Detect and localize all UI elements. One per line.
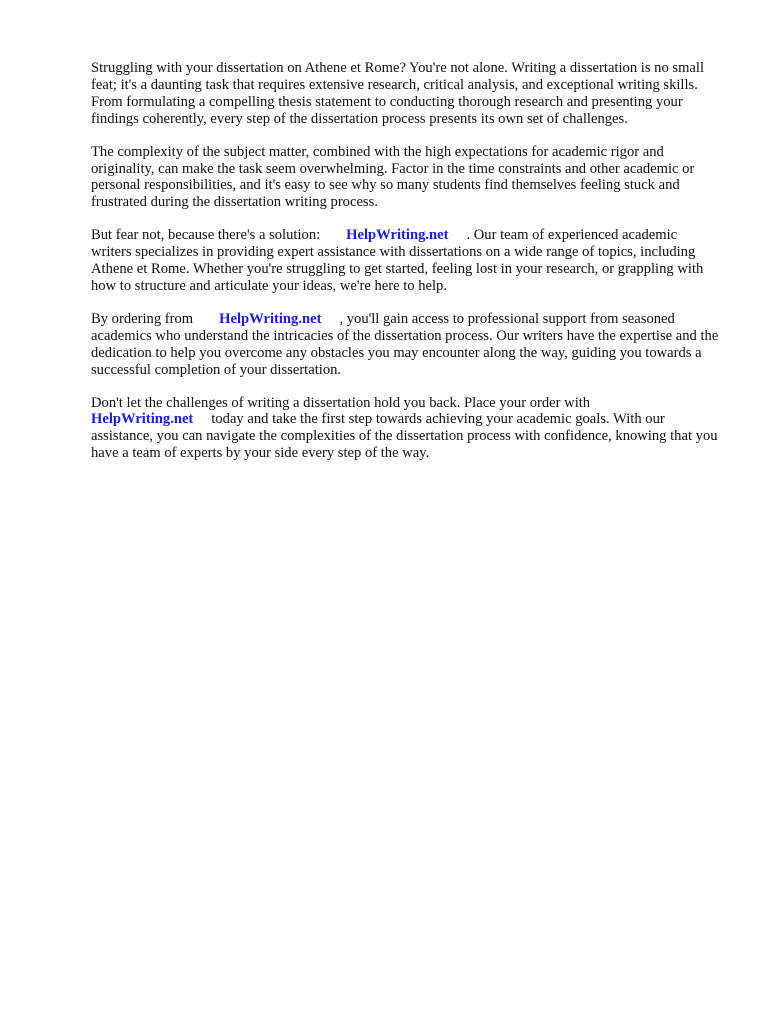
helpwriting-link-3[interactable]: HelpWriting.net — [91, 411, 194, 428]
helpwriting-link-1[interactable]: HelpWriting.net — [346, 227, 449, 244]
paragraph-ordering-text-before: By ordering from — [91, 310, 194, 327]
paragraph-call-to-action — [91, 395, 721, 463]
paragraph-solution — [91, 227, 721, 295]
paragraph-complexity-text: The complexity of the subject matter, combined with the high expectations for academic rigor and originality, can make the task seem overwhelming. Factor in the time constraints and other academic or personal responsibilities, and it's easy to see why so many students find themselves feeling stuck and frustrated during the dissertation writing process. — [91, 143, 695, 211]
paragraph-solution-text-after: . Our team of experienced academic writers specializes in providing expert assistance with dissertations on a wide range of topics, including Athene et Rome. Whether you're struggling to get started, feeling lost in your research, or grappling with how to structure and articulate your ideas, we're here to help. — [91, 227, 704, 294]
paragraph-intro — [91, 60, 721, 128]
document-body — [91, 60, 721, 478]
paragraph-cta-text-after: today and take the first step towards achieving your academic goals. With our assistance, you can navigate the complexities of the dissertation process with confidence, knowing that you have a team of experts by your side every step of the way. — [91, 411, 718, 462]
paragraph-ordering — [91, 311, 721, 379]
paragraph-ordering-text-after: , you'll gain access to professional support from seasoned academics who understand the intricacies of the dissertation process. Our writers have the expertise and the dedication to help you overcome any obstacles you may encounter along the way, guiding you towards a successful completion of your dissertation. — [91, 310, 719, 378]
paragraph-solution-text-before: But fear not, because there's a solution: — [91, 227, 321, 244]
helpwriting-link-2[interactable]: HelpWriting.net — [219, 310, 322, 327]
paragraph-complexity — [91, 144, 721, 212]
paragraph-intro-text: Struggling with your dissertation on Athene et Rome? You're not alone. Writing a dissertation is no small feat; it's a daunting task that requires extensive research, critical analysis, and exceptional writing skills. From formulating a compelling thesis statement to conducting thorough research and presenting your findings coherently, every step of the dissertation process presents its own set of challenges. — [91, 60, 705, 127]
paragraph-cta-text-before: Don't let the challenges of writing a dissertation hold you back. Place your order with — [91, 394, 591, 411]
